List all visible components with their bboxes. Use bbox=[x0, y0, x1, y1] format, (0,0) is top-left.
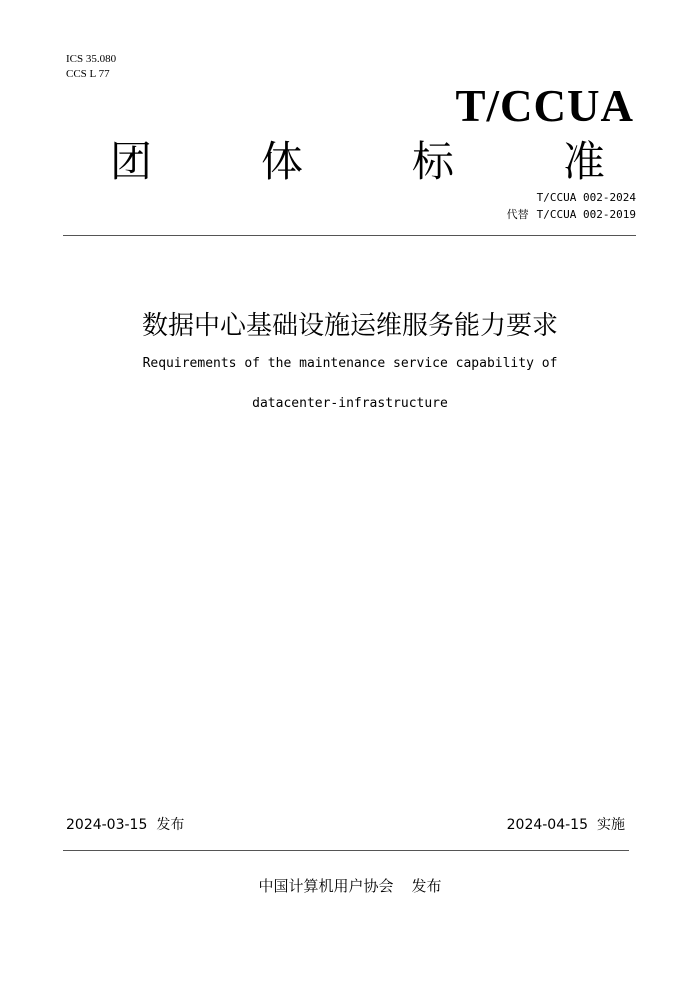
publisher-name: 中国计算机用户协会 bbox=[258, 877, 394, 895]
replaces-label: 代替 bbox=[506, 208, 529, 221]
publish-date: 2024-03-15 bbox=[66, 817, 148, 833]
standard-type-char: 准 bbox=[562, 137, 605, 186]
implement-date: 2024-04-15 bbox=[506, 817, 588, 833]
standard-type-heading bbox=[110, 135, 605, 189]
document-title-en-line2: datacenter-infrastructure bbox=[252, 396, 448, 411]
standard-code: T/CCUA 002-2024 bbox=[536, 191, 636, 204]
implement-label: 实施 bbox=[597, 817, 625, 833]
implement-date-block bbox=[507, 816, 625, 834]
publish-label: 发布 bbox=[156, 817, 185, 833]
publisher-line bbox=[0, 876, 700, 896]
standard-type-char: 体 bbox=[260, 137, 303, 186]
standard-type-char: 标 bbox=[411, 137, 454, 186]
ics-code: ICS 35.080 bbox=[66, 53, 117, 65]
publisher-label: 发布 bbox=[411, 877, 442, 895]
bottom-divider bbox=[63, 850, 629, 851]
document-title-en-line1: Requirements of the maintenance service capability of bbox=[142, 356, 558, 371]
publish-date-block bbox=[66, 816, 184, 834]
top-divider bbox=[63, 235, 636, 236]
replaces-line bbox=[507, 208, 636, 222]
ccs-code: CCS L 77 bbox=[66, 68, 110, 80]
standard-mark: T/CCUA bbox=[455, 81, 634, 131]
document-title-zh: 数据中心基础设施运维服务能力要求 bbox=[141, 311, 558, 341]
standard-type-char: 团 bbox=[110, 137, 153, 186]
replaces-code: T/CCUA 002-2019 bbox=[536, 208, 636, 221]
